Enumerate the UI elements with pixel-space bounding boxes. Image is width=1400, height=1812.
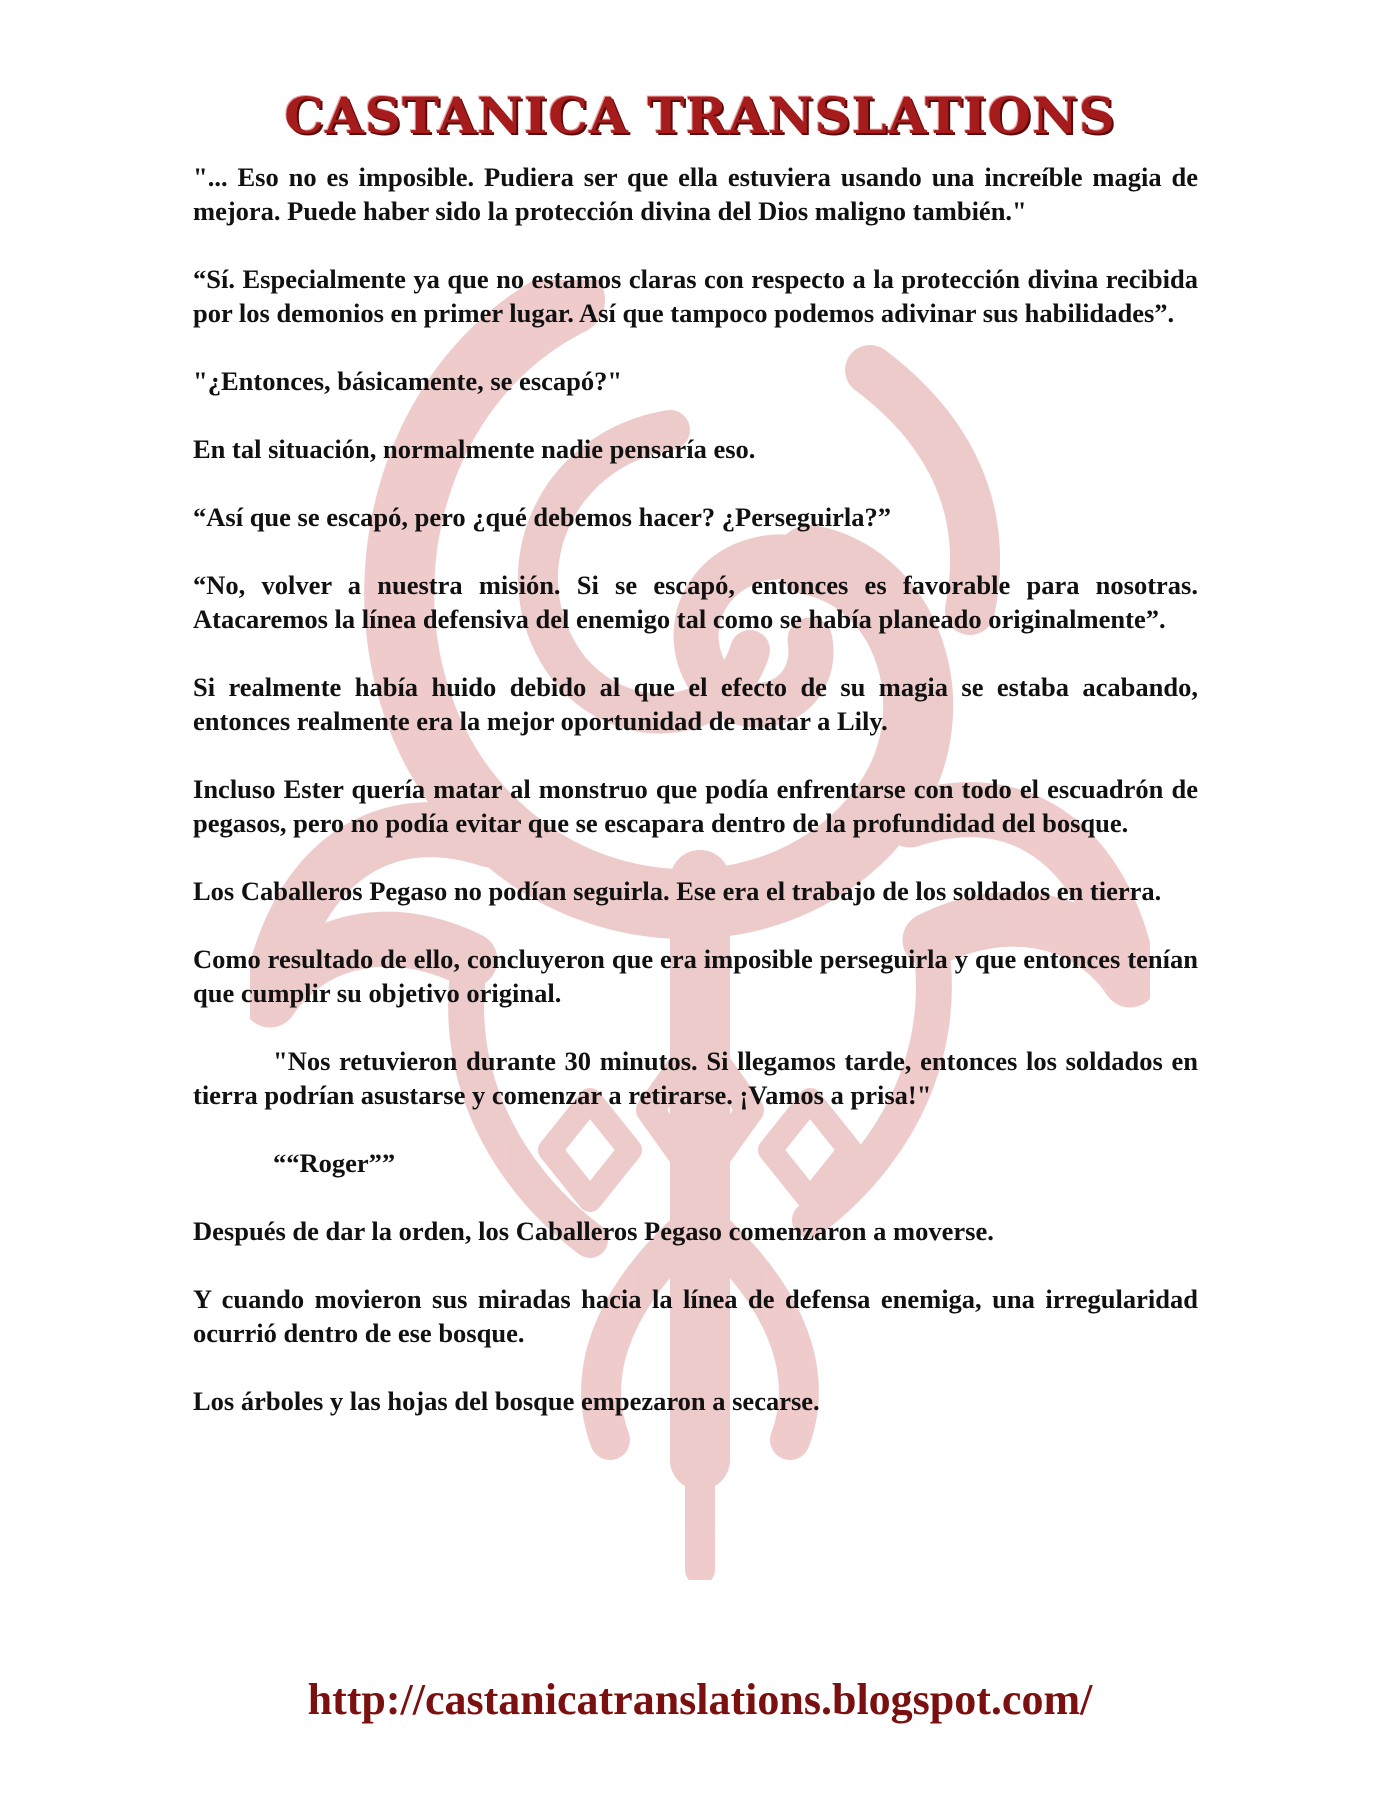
document-body	[193, 160, 1198, 1452]
paragraph: Los Caballeros Pegaso no podían seguirla. Ese era el trabajo de los soldados en tierra.	[193, 876, 1162, 906]
paragraph: “No, volver a nuestra misión. Si se escapó, entonces es favorable para nosotras. Atacaremos la línea defensiva del enemigo tal como se había planeado originalmente”.	[193, 570, 1198, 634]
paragraph: En tal situación, normalmente nadie pensaría eso.	[193, 434, 756, 464]
paragraph: "Nos retuvieron durante 30 minutos. Si llegamos tarde, entonces los soldados en tierra podrían asustarse y comenzar a retirarse. ¡Vamos a prisa!"	[193, 1046, 1198, 1110]
paragraph: Y cuando movieron sus miradas hacia la línea de defensa enemiga, una irregularidad ocurrió dentro de ese bosque.	[193, 1284, 1198, 1348]
paragraph: “Sí. Especialmente ya que no estamos claras con respecto a la protección divina recibida por los demonios en primer lugar. Así que tampoco podemos adivinar sus habilidades”.	[193, 264, 1198, 328]
paragraph: Si realmente había huido debido al que el efecto de su magia se estaba acabando, entonces realmente era la mejor oportunidad de matar a Lily.	[193, 672, 1198, 736]
paragraph: Después de dar la orden, los Caballeros Pegaso comenzaron a moverse.	[193, 1216, 994, 1246]
paragraph: "¿Entonces, básicamente, se escapó?"	[193, 366, 623, 396]
paragraph: Como resultado de ello, concluyeron que era imposible perseguirla y que entonces tenían que cumplir su objetivo original.	[193, 944, 1198, 1008]
page-title: CASTANICA TRANSLATIONS	[284, 86, 1116, 145]
paragraph: "... Eso no es imposible. Pudiera ser que ella estuviera usando una increíble magia de mejora. Puede haber sido la protección divina del Dios maligno también."	[193, 162, 1198, 226]
paragraph: “Así que se escapó, pero ¿qué debemos hacer? ¿Perseguirla?”	[193, 502, 892, 532]
paragraph: Los árboles y las hojas del bosque empezaron a secarse.	[193, 1386, 820, 1416]
paragraph: Incluso Ester quería matar al monstruo que podía enfrentarse con todo el escuadrón de pegasos, pero no podía evitar que se escapara dentro de la profundidad del bosque.	[193, 774, 1198, 838]
footer-url-link[interactable]: http://castanicatranslations.blogspot.com/	[307, 1675, 1093, 1724]
paragraph: ““Roger””	[273, 1148, 396, 1178]
